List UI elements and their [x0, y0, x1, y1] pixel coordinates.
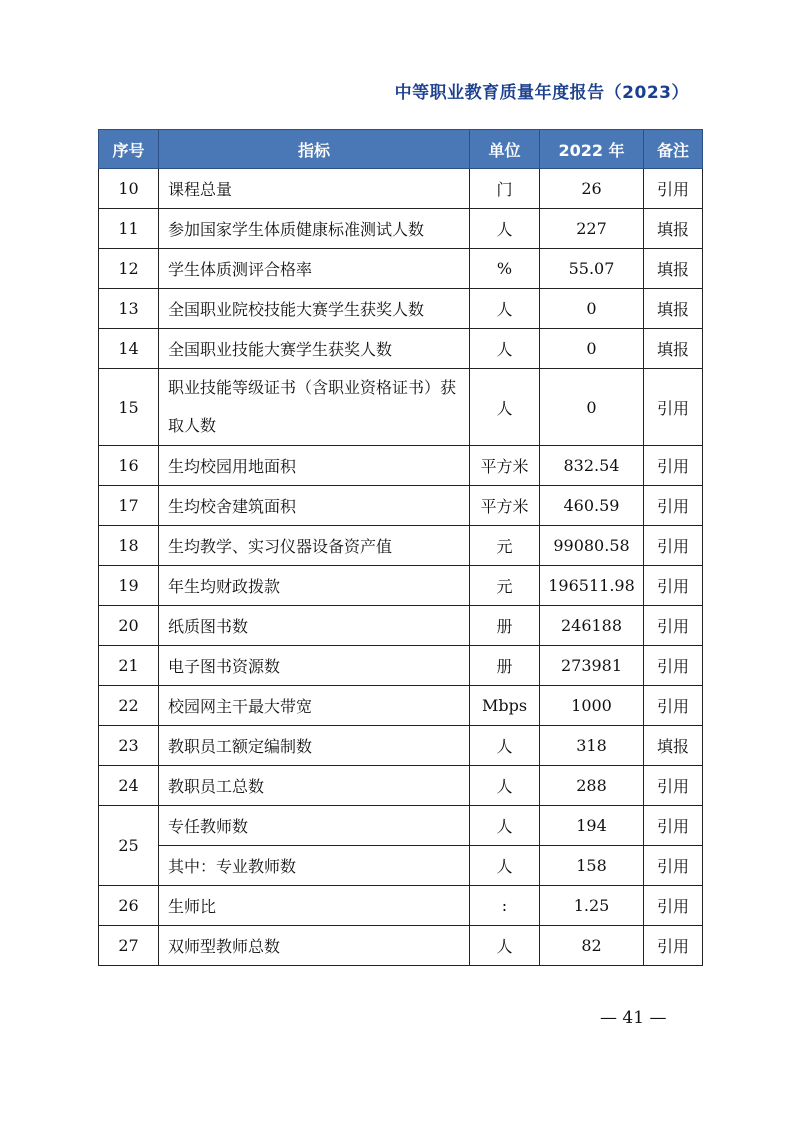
- row-note: 填报: [644, 329, 703, 369]
- row-value: 158: [540, 846, 644, 886]
- row-indicator: 生均校园用地面积: [159, 446, 470, 486]
- row-value: 1000: [540, 686, 644, 726]
- row-number: 19: [99, 566, 159, 606]
- table-row: [99, 209, 703, 249]
- table-row: [99, 646, 703, 686]
- row-value: 318: [540, 726, 644, 766]
- row-number: 11: [99, 209, 159, 249]
- table-row: [99, 526, 703, 566]
- row-value: 0: [540, 289, 644, 329]
- table-row: [99, 886, 703, 926]
- row-value: 99080.58: [540, 526, 644, 566]
- table-header-row: [99, 130, 703, 169]
- row-value: 460.59: [540, 486, 644, 526]
- row-value: 196511.98: [540, 566, 644, 606]
- row-value: 0: [540, 329, 644, 369]
- row-value: 246188: [540, 606, 644, 646]
- row-number: 17: [99, 486, 159, 526]
- row-indicator: 校园网主干最大带宽: [159, 686, 470, 726]
- row-indicator: 双师型教师总数: [159, 926, 470, 966]
- row-value: 26: [540, 169, 644, 209]
- table-row: [99, 846, 703, 886]
- row-unit: 人: [470, 289, 540, 329]
- table-row: [99, 686, 703, 726]
- row-unit: 人: [470, 766, 540, 806]
- row-value: 273981: [540, 646, 644, 686]
- table-row: [99, 369, 703, 446]
- row-number: 23: [99, 726, 159, 766]
- row-number: 24: [99, 766, 159, 806]
- table-row: [99, 566, 703, 606]
- row-note: 填报: [644, 249, 703, 289]
- page-number: — 41 —: [600, 1008, 667, 1028]
- row-note: 填报: [644, 726, 703, 766]
- row-indicator: 其中：专业教师数: [159, 846, 470, 886]
- row-unit: :: [470, 886, 540, 926]
- column-header-no: 序号: [99, 130, 159, 169]
- table-row: [99, 249, 703, 289]
- row-value: 832.54: [540, 446, 644, 486]
- table-row: [99, 766, 703, 806]
- indicator-table: [98, 129, 703, 966]
- page-header-title: 中等职业教育质量年度报告（2023）: [394, 83, 689, 103]
- row-note: 引用: [644, 926, 703, 966]
- row-value: 82: [540, 926, 644, 966]
- row-number: 15: [99, 369, 159, 446]
- row-indicator: 教职员工额定编制数: [159, 726, 470, 766]
- row-indicator: 全国职业技能大赛学生获奖人数: [159, 329, 470, 369]
- row-unit: 平方米: [470, 486, 540, 526]
- row-unit: 门: [470, 169, 540, 209]
- row-number: 27: [99, 926, 159, 966]
- row-indicator: 生师比: [159, 886, 470, 926]
- row-unit: 人: [470, 726, 540, 766]
- row-number: 25: [99, 806, 159, 886]
- row-note: 引用: [644, 446, 703, 486]
- table-row: [99, 329, 703, 369]
- row-unit: 人: [470, 846, 540, 886]
- row-unit: 册: [470, 646, 540, 686]
- row-indicator: 专任教师数: [159, 806, 470, 846]
- row-value: 1.25: [540, 886, 644, 926]
- row-indicator: 职业技能等级证书（含职业资格证书）获取人数: [159, 369, 470, 446]
- row-note: 引用: [644, 526, 703, 566]
- column-header-value-2022: 2022 年: [540, 130, 644, 169]
- table-row: [99, 926, 703, 966]
- row-note: 引用: [644, 486, 703, 526]
- row-unit: 人: [470, 209, 540, 249]
- row-indicator: 纸质图书数: [159, 606, 470, 646]
- row-unit: 人: [470, 806, 540, 846]
- row-indicator: 生均校舍建筑面积: [159, 486, 470, 526]
- row-value: 288: [540, 766, 644, 806]
- row-unit: Mbps: [470, 686, 540, 726]
- row-unit: %: [470, 249, 540, 289]
- row-unit: 元: [470, 566, 540, 606]
- row-note: 引用: [644, 169, 703, 209]
- row-indicator: 参加国家学生体质健康标准测试人数: [159, 209, 470, 249]
- row-note: 引用: [644, 646, 703, 686]
- row-indicator: 电子图书资源数: [159, 646, 470, 686]
- table-row: [99, 806, 703, 846]
- row-number: 21: [99, 646, 159, 686]
- row-indicator: 课程总量: [159, 169, 470, 209]
- column-header-indicator: 指标: [159, 130, 470, 169]
- row-number: 12: [99, 249, 159, 289]
- row-indicator: 生均教学、实习仪器设备资产值: [159, 526, 470, 566]
- table-row: [99, 169, 703, 209]
- column-header-unit: 单位: [470, 130, 540, 169]
- row-indicator: 全国职业院校技能大赛学生获奖人数: [159, 289, 470, 329]
- row-number: 16: [99, 446, 159, 486]
- column-header-note: 备注: [644, 130, 703, 169]
- row-unit: 册: [470, 606, 540, 646]
- row-unit: 人: [470, 329, 540, 369]
- row-note: 引用: [644, 886, 703, 926]
- row-note: 引用: [644, 686, 703, 726]
- row-number: 18: [99, 526, 159, 566]
- table-row: [99, 486, 703, 526]
- row-number: 20: [99, 606, 159, 646]
- table-row: [99, 726, 703, 766]
- row-note: 引用: [644, 606, 703, 646]
- row-number: 13: [99, 289, 159, 329]
- row-unit: 元: [470, 526, 540, 566]
- row-note: 引用: [644, 806, 703, 846]
- row-note: 引用: [644, 566, 703, 606]
- row-unit: 人: [470, 926, 540, 966]
- row-note: 引用: [644, 369, 703, 446]
- row-value: 55.07: [540, 249, 644, 289]
- row-note: 填报: [644, 289, 703, 329]
- table-row: [99, 606, 703, 646]
- row-note: 引用: [644, 766, 703, 806]
- row-number: 26: [99, 886, 159, 926]
- row-indicator: 年生均财政拨款: [159, 566, 470, 606]
- table-row: [99, 446, 703, 486]
- row-note: 填报: [644, 209, 703, 249]
- row-number: 22: [99, 686, 159, 726]
- row-note: 引用: [644, 846, 703, 886]
- row-unit: 平方米: [470, 446, 540, 486]
- row-value: 0: [540, 369, 644, 446]
- row-unit: 人: [470, 369, 540, 446]
- row-indicator: 学生体质测评合格率: [159, 249, 470, 289]
- row-number: 10: [99, 169, 159, 209]
- table-row: [99, 289, 703, 329]
- row-indicator: 教职员工总数: [159, 766, 470, 806]
- row-value: 227: [540, 209, 644, 249]
- row-number: 14: [99, 329, 159, 369]
- row-value: 194: [540, 806, 644, 846]
